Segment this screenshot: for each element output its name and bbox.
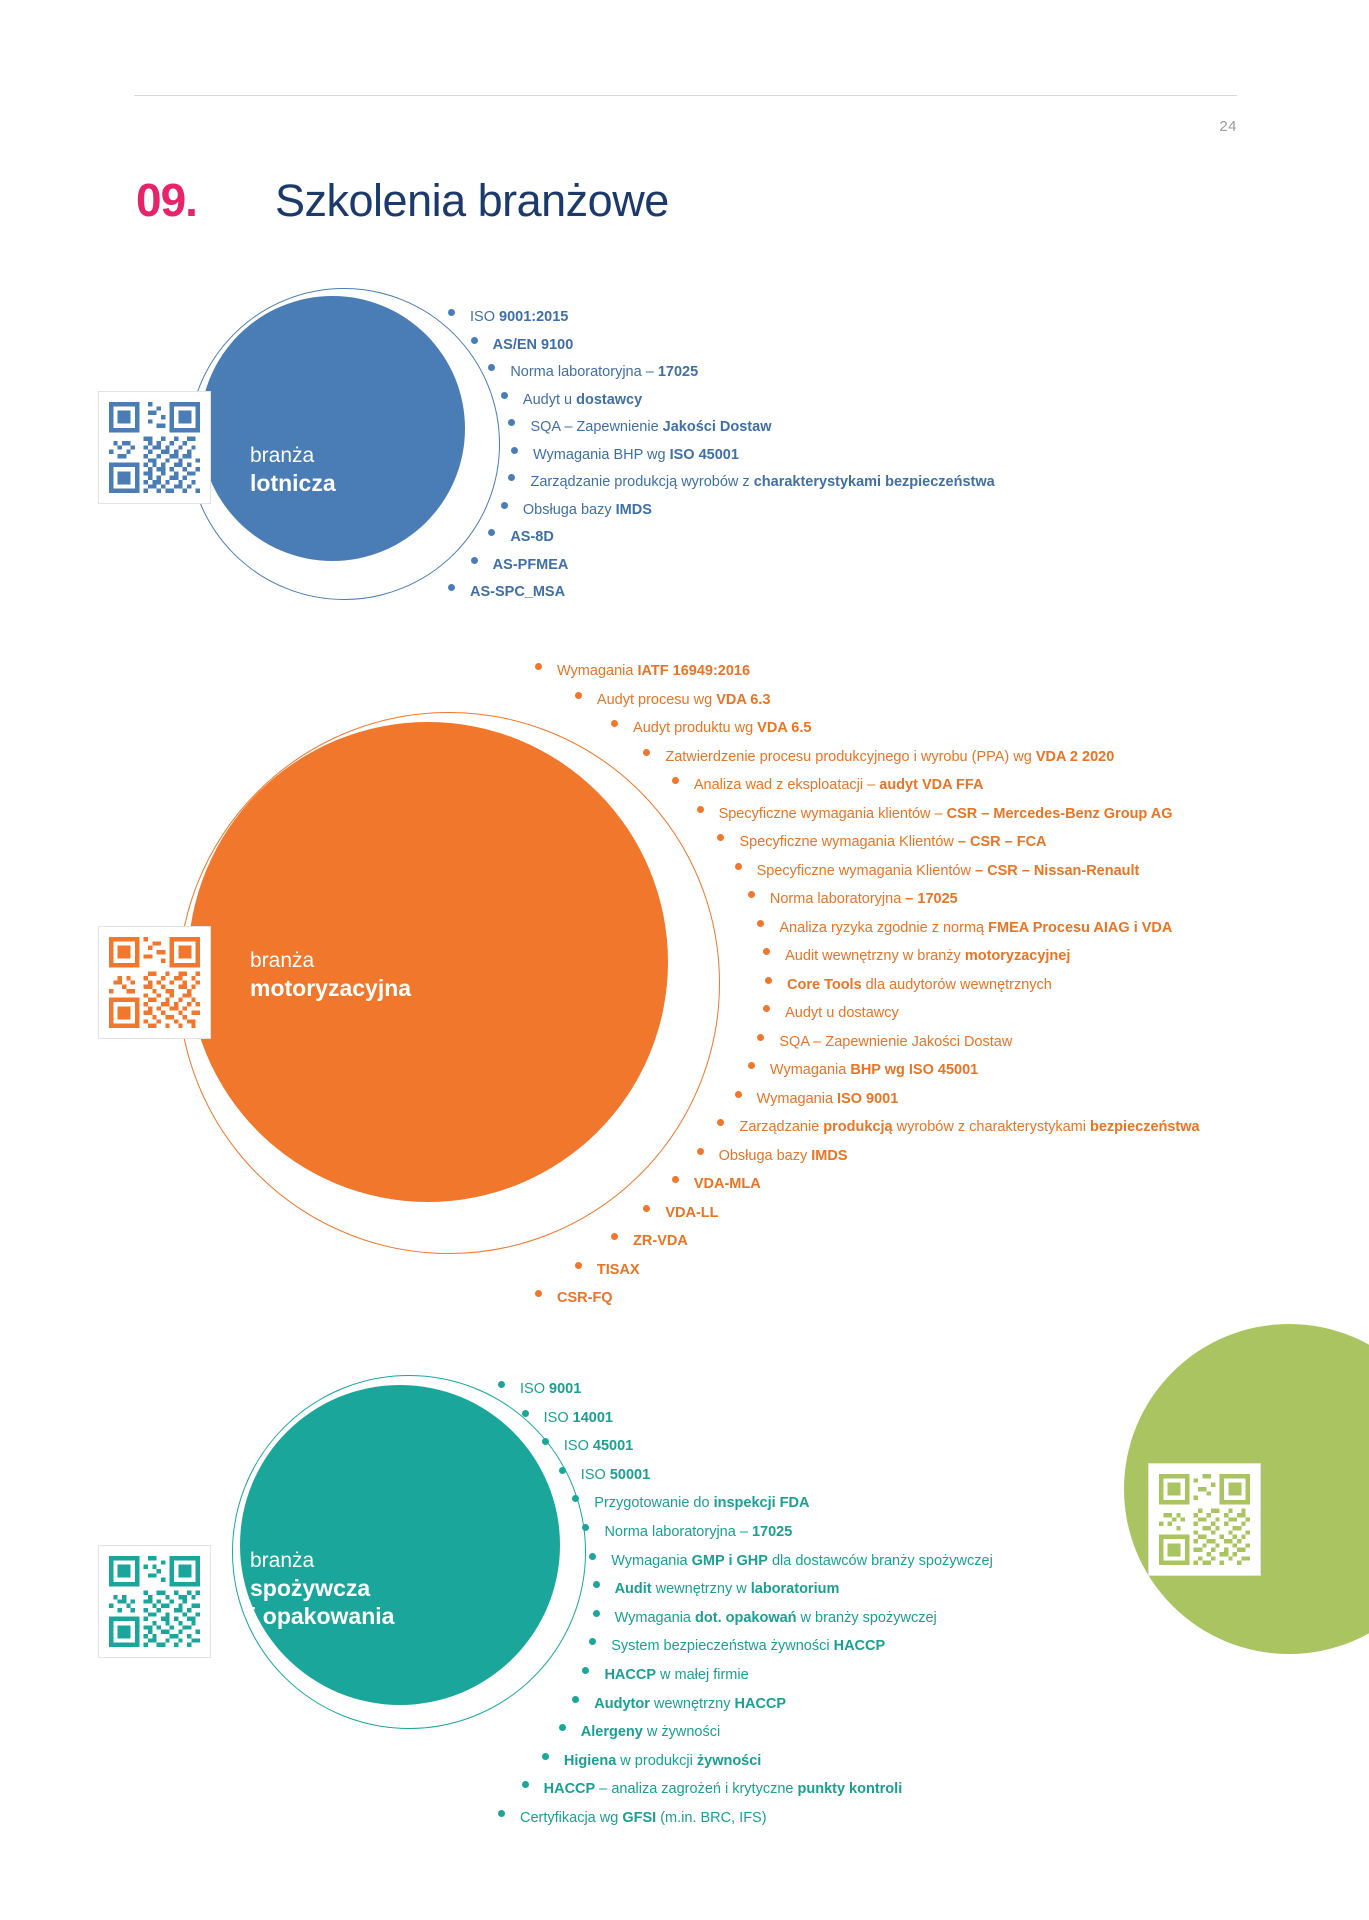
aviation-label-line2: lotnicza xyxy=(250,469,336,496)
page-title: Szkolenia branżowe xyxy=(275,175,669,226)
food-item: System bezpieczeństwa żywności HACCP xyxy=(611,1638,886,1655)
food-item: ISO 50001 xyxy=(580,1466,651,1483)
automotive-item: VDA-LL xyxy=(665,1204,719,1221)
food-item: Norma laboratoryjna – 17025 xyxy=(604,1524,793,1540)
automotive-item: Wymagania ISO 9001 xyxy=(756,1090,899,1107)
food-item: HACCP w małej firmie xyxy=(604,1667,749,1683)
food-marker-dot xyxy=(593,1581,600,1588)
food-label xyxy=(250,1548,394,1630)
aviation-item: ISO 9001:2015 xyxy=(470,309,569,325)
food-item: Przygotowanie do inspekcji FDA xyxy=(594,1495,810,1512)
qr-code-food[interactable] xyxy=(98,1545,211,1658)
automotive-item: VDA-MLA xyxy=(693,1176,761,1192)
food-marker-dot xyxy=(542,1753,549,1760)
food-marker-dot xyxy=(589,1553,596,1560)
aviation-item: AS-PFMEA xyxy=(492,556,569,573)
food-marker-dot xyxy=(498,1810,505,1817)
food-marker-dot xyxy=(522,1410,529,1417)
aviation-item: Zarządzanie produkcją wyrobów z charakterystykami bezpieczeństwa xyxy=(530,474,995,490)
food-marker-dot xyxy=(582,1524,589,1531)
automotive-item: Analiza wad z eksploatacji – audyt VDA FFA xyxy=(693,777,984,793)
food-item: Wymagania dot. opakowań w branży spożywczej xyxy=(614,1609,937,1626)
qr-code-food-image xyxy=(109,1556,200,1647)
automotive-item: Analiza ryzyka zgodnie z normą FMEA Procesu AIAG i VDA xyxy=(779,919,1173,936)
automotive-item: Obsługa bazy IMDS xyxy=(718,1147,848,1164)
food-marker-dot xyxy=(572,1696,579,1703)
automotive-item: Specyficzne wymagania Klientów – CSR – FCA xyxy=(739,834,1047,850)
food-label-line1: branża xyxy=(250,1549,315,1572)
automotive-item: Specyficzne wymagania Klientów – CSR – Nissan-Renault xyxy=(756,862,1140,879)
automotive-item: Wymagania IATF 16949:2016 xyxy=(557,663,751,679)
qr-code-green[interactable] xyxy=(1148,1463,1261,1576)
automotive-item: Audyt produktu wg VDA 6.5 xyxy=(633,720,812,736)
automotive-item: Audyt procesu wg VDA 6.3 xyxy=(596,691,771,708)
food-item: Audytor wewnętrzny HACCP xyxy=(594,1695,787,1712)
automotive-item: TISAX xyxy=(596,1261,640,1278)
food-item: ISO 9001 xyxy=(520,1381,582,1397)
automotive-item: Audit wewnętrzny w branży motoryzacyjnej xyxy=(785,948,1071,964)
food-marker-dot xyxy=(593,1610,600,1617)
aviation-item: AS-SPC_MSA xyxy=(470,584,566,600)
aviation-item: Audyt u dostawcy xyxy=(522,391,643,408)
food-label-line2: spożywcza xyxy=(250,1574,371,1601)
section-number: 09. xyxy=(136,174,197,226)
automotive-item: CSR-FQ xyxy=(557,1290,613,1306)
aviation-item: AS/EN 9100 xyxy=(492,336,574,353)
automotive-label-line2: motoryzacyjna xyxy=(250,974,412,1001)
automotive-item: Norma laboratoryjna – 17025 xyxy=(769,891,958,907)
automotive-item: Core Tools dla audytorów wewnętrznych xyxy=(787,976,1052,993)
aviation-item: Norma laboratoryjna – 17025 xyxy=(510,364,699,380)
food-marker-dot xyxy=(522,1781,529,1788)
food-marker-dot xyxy=(589,1638,596,1645)
automotive-label-line1: branża xyxy=(250,949,315,972)
qr-code-green-image xyxy=(1159,1474,1250,1565)
automotive-item: SQA – Zapewnienie Jakości Dostaw xyxy=(779,1033,1013,1050)
automotive-item: ZR-VDA xyxy=(633,1233,688,1249)
food-marker-dot xyxy=(559,1467,566,1474)
food-label-line3: i opakowania xyxy=(250,1602,395,1629)
automotive-item: Specyficzne wymagania klientów – CSR – Mercedes-Benz Group AG xyxy=(718,805,1173,822)
food-marker-dot xyxy=(559,1724,566,1731)
aviation-item: AS-8D xyxy=(510,529,554,545)
automotive-item: Audyt u dostawcy xyxy=(785,1005,899,1021)
automotive-item: Wymagania BHP wg ISO 45001 xyxy=(769,1062,979,1078)
food-item: ISO 45001 xyxy=(563,1438,634,1455)
food-item: Wymagania GMP i GHP dla dostawców branży spożywczej xyxy=(611,1552,993,1569)
food-item: Certyfikacja wg GFSI (m.in. BRC, IFS) xyxy=(520,1810,767,1826)
food-item: HACCP – analiza zagrożeń i krytyczne punkty kontroli xyxy=(543,1781,903,1798)
food-item: Audit wewnętrzny w laboratorium xyxy=(614,1581,840,1598)
food-item: Alergeny w żywności xyxy=(580,1724,721,1741)
food-marker-dot xyxy=(498,1381,505,1388)
aviation-item: Obsługa bazy IMDS xyxy=(522,501,652,518)
aviation-item: Wymagania BHP wg ISO 45001 xyxy=(533,446,739,463)
food-marker-dot xyxy=(582,1667,589,1674)
automotive-item: Zarządzanie produkcją wyrobów z charakterystykami bezpieczeństwa xyxy=(739,1119,1200,1135)
page-number: 24 xyxy=(1219,118,1237,135)
food-circle xyxy=(240,1385,560,1705)
aviation-item: SQA – Zapewnienie Jakości Dostaw xyxy=(530,419,772,435)
aviation-label-line1: branża xyxy=(250,444,315,467)
automotive-item: Zatwierdzenie procesu produkcyjnego i wyrobu (PPA) wg VDA 2 2020 xyxy=(665,748,1115,765)
food-item: Higiena w produkcji żywności xyxy=(563,1752,762,1769)
food-item: ISO 14001 xyxy=(543,1409,613,1426)
